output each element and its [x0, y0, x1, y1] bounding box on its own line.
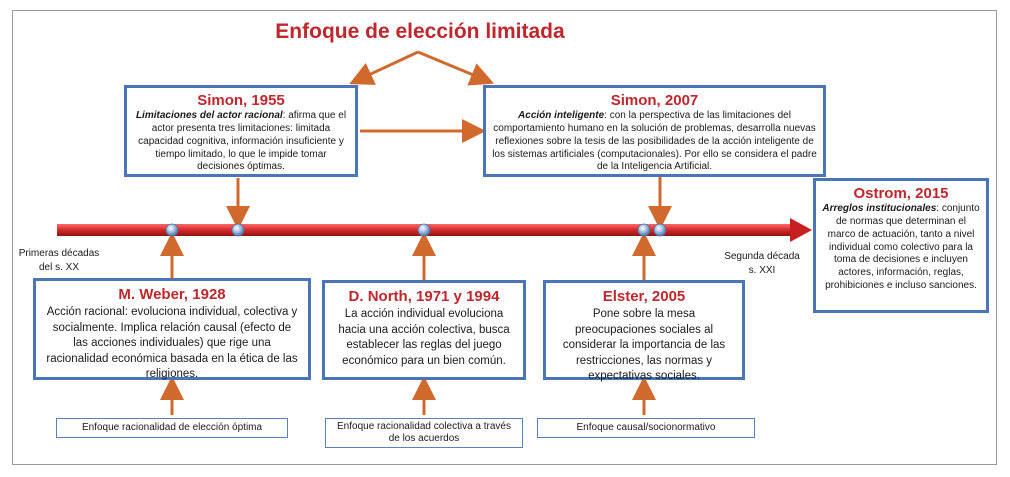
- box-lead: Limitaciones del actor racional: [135, 110, 283, 122]
- box-simon-1955: [124, 85, 358, 177]
- box-title: M. Weber, 1928: [118, 286, 226, 303]
- box-lead: Acción inteligente: [518, 110, 605, 122]
- box-title: D. North, 1971 y 1994: [348, 288, 500, 305]
- title-arrow-right: [418, 52, 483, 79]
- box-body: Acción racional: evoluciona individual, colectiva y socialmente. Implica relación causal (efecto de las acciones individuales) que rige una racionalidad económica basada en la ética de las religiones.: [46, 306, 298, 381]
- box-lead: Arreglos institucionales: [822, 203, 937, 215]
- box-title: Simon, 2007: [610, 92, 699, 109]
- box-elster-2005: [543, 280, 745, 383]
- box-text: [821, 203, 981, 293]
- timeline-dot-weber: [166, 224, 178, 236]
- box-body: : conjunto de normas que determinan el marco de actuación, tanto a nivel individual como colectivo para la toma de decisiones e incluyen actores, información, reglas, prohibiciones e incluso sanciones.: [825, 203, 980, 291]
- box-simon-2007: [483, 85, 826, 177]
- box-weber-1928: [33, 278, 311, 380]
- timeline-start-label: Primeras décadas del s. XX: [18, 248, 100, 273]
- approach-label-causal: Enfoque causal/socionormativo: [537, 418, 755, 438]
- box-body: : con la perspectiva de las limitaciones del comportamiento humano en la solución de problemas, desarrolla nuevas reflexiones sobre la tesis de las posibilidades de la acción inteligente de los sistemas artificiales (computacionales). Por ello se considera el padre de la Inteligencia Artificial.: [492, 110, 817, 173]
- timeline-dot-north: [418, 224, 430, 236]
- timeline-dot-elster: [638, 224, 650, 236]
- box-title: Simon, 1955: [197, 92, 285, 109]
- timeline-dot-simon2007: [654, 224, 666, 236]
- timeline-end-label: Segunda década s. XXI: [724, 251, 800, 276]
- diagram-title: Enfoque de elección limitada: [275, 20, 565, 43]
- approach-label-optima: Enfoque racionalidad de elección óptima: [56, 418, 288, 438]
- title-arrow-left: [360, 52, 418, 79]
- approach-label-colectiva: Enfoque racionalidad colectiva a través de los acuerdos: [325, 418, 523, 448]
- box-body: : afirma que el actor presenta tres limitaciones: limitada capacidad cognitiva, información insuficiente y tiempo limitado, lo que le impide tomar decisiones óptimas.: [138, 110, 347, 173]
- box-title: Ostrom, 2015: [853, 185, 949, 202]
- box-body: La acción individual evoluciona hacia una acción colectiva, busca establecer las reglas del juego económico para un bien común.: [338, 308, 510, 367]
- box-body: Pone sobre la mesa preocupaciones sociales al considerar la importancia de las restricciones, las normas y expectativas sociales.: [562, 308, 726, 383]
- box-text: [133, 110, 349, 174]
- box-text: [492, 110, 817, 174]
- box-north: [322, 280, 526, 380]
- box-title: Elster, 2005: [602, 288, 686, 305]
- timeline-dot-simon1955: [232, 224, 244, 236]
- box-ostrom-2015: [813, 178, 989, 313]
